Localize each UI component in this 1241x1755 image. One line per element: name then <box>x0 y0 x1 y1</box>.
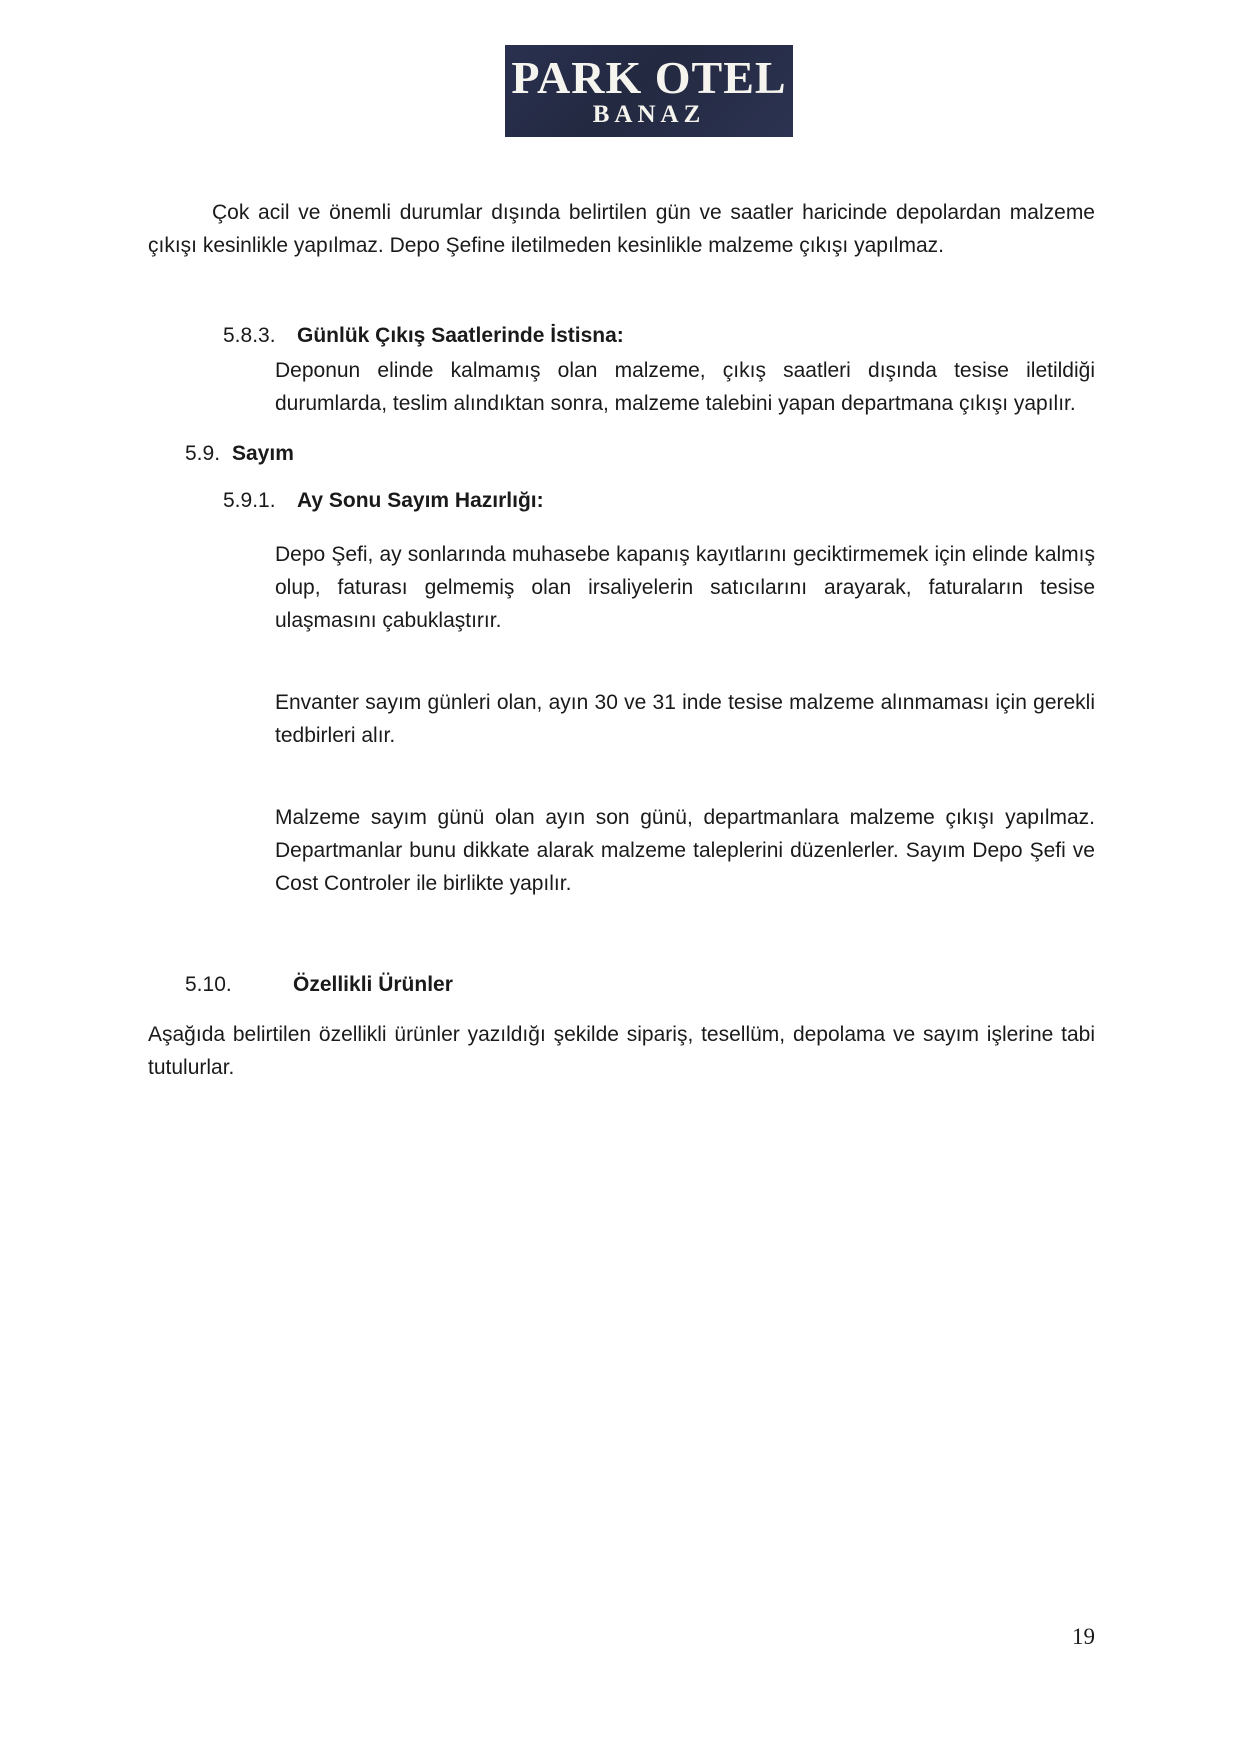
section-5-9-1-paragraph-2: Envanter sayım günleri olan, ayın 30 ve 31 inde tesise malzeme alınmaması için gerekli tedbirleri alır. <box>275 691 1095 747</box>
section-5-10-paragraph: Aşağıda belirtilen özellikli ürünler yazıldığı şekilde sipariş, tesellüm, depolama ve sayım işlerine tabi tutulurlar. <box>148 1023 1095 1079</box>
section-heading-5-10 <box>148 968 1095 1001</box>
section-5-9-1-paragraph-1: Depo Şefi, ay sonlarında muhasebe kapanış kayıtlarını geciktirmemek için elinde kalmış olup, faturası gelmemiş olan irsaliyelerin satıcılarını arayarak, faturaların tesise ulaşmasını çabuklaştırır. <box>275 543 1095 632</box>
intro-paragraph: Çok acil ve önemli durumlar dışında belirtilen gün ve saatler haricinde depolardan malzeme çıkışı kesinlikle yapılmaz. Depo Şefine iletilmeden kesinlikle malzeme çıkışı yapılmaz. <box>148 201 1095 257</box>
section-5-9-1-paragraph-3: Malzeme sayım günü olan ayın son günü, departmanlara malzeme çıkışı yapılmaz. Departmanlar bunu dikkate alarak malzeme taleplerini düzenlerler. Sayım Depo Şefi ve Cost Controler ile birlikte yapılır. <box>275 806 1095 895</box>
page-number: 19 <box>1072 1624 1095 1649</box>
section-heading-5-8-3 <box>148 319 1095 352</box>
section-heading-5-9 <box>148 437 1095 470</box>
section-number: 5.9. <box>185 442 221 465</box>
section-title: Sayım <box>232 442 294 465</box>
document-body <box>148 196 1095 1084</box>
section-title: Ay Sonu Sayım Hazırlığı: <box>297 489 544 512</box>
section-number: 5.8.3. <box>223 324 276 347</box>
hotel-logo-title: PARK OTEL <box>511 51 787 103</box>
hotel-logo <box>505 45 793 137</box>
section-title: Özellikli Ürünler <box>293 973 453 996</box>
section-heading-5-9-1 <box>148 484 1095 517</box>
section-5-8-3-paragraph: Deponun elinde kalmamış olan malzeme, çıkış saatleri dışında tesise iletildiği durumlarda, teslim alındıktan sonra, malzeme talebini yapan departmana çıkışı yapılır. <box>275 359 1095 415</box>
section-title: Günlük Çıkış Saatlerinde İstisna: <box>297 324 624 347</box>
hotel-logo-subtitle: BANAZ <box>592 100 706 128</box>
section-number: 5.9.1. <box>223 489 276 512</box>
section-number: 5.10. <box>185 973 232 996</box>
